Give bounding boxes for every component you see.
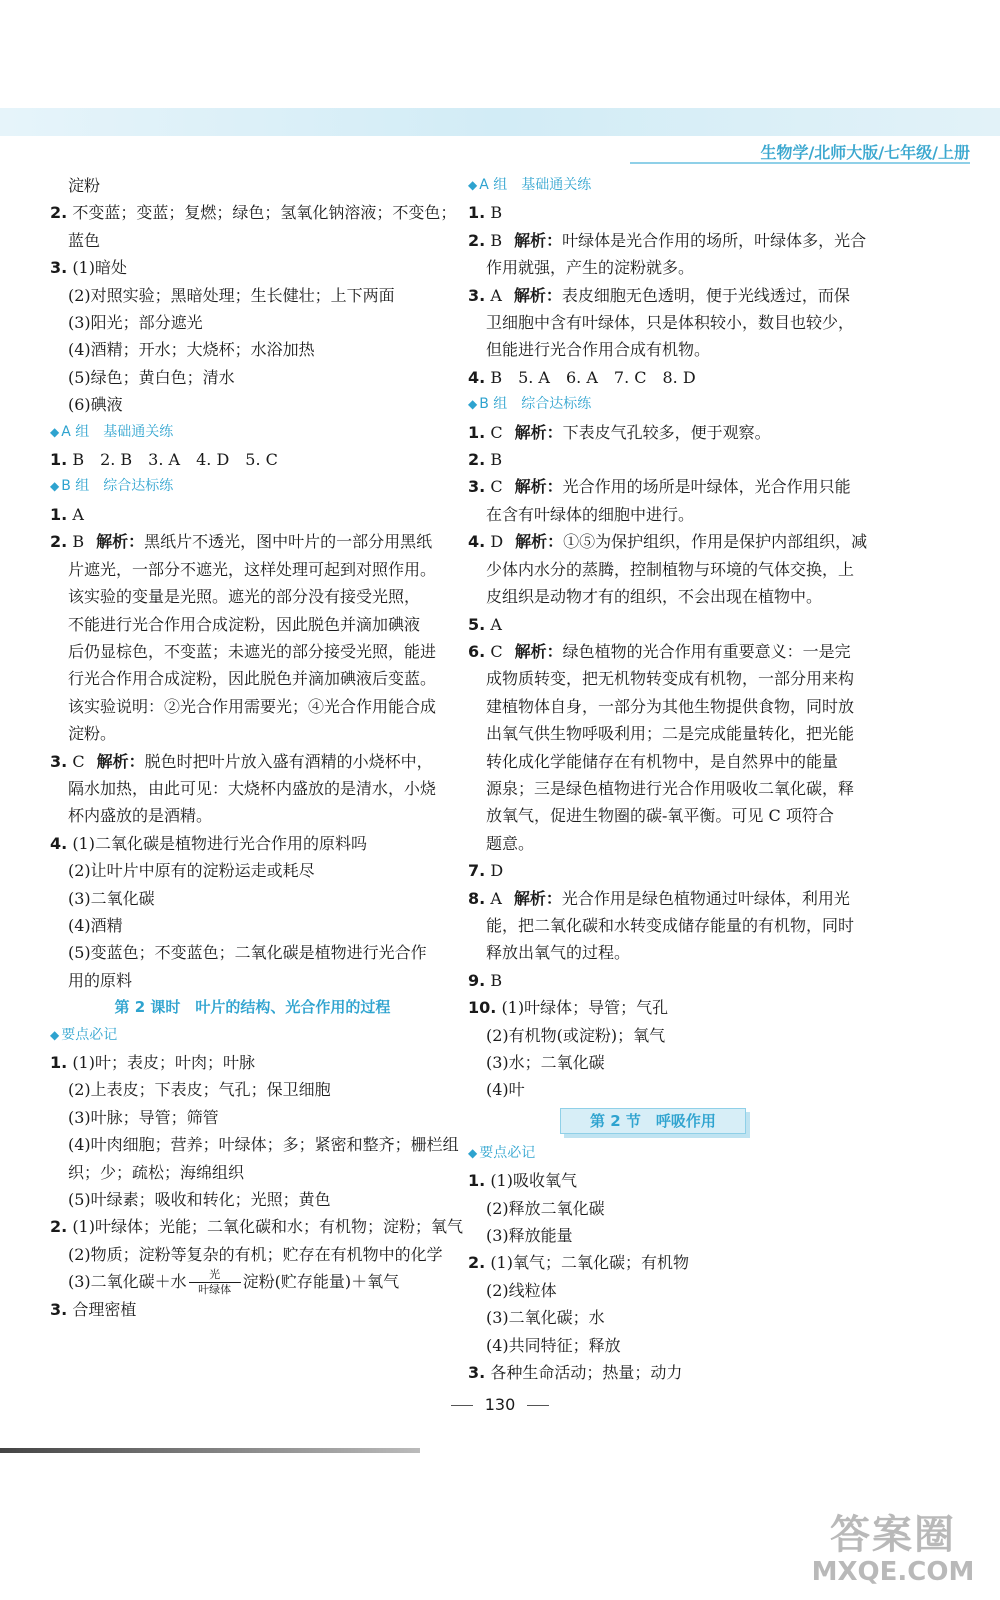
- answer-line: 在含有叶绿体的细胞中进行。: [486, 504, 695, 524]
- answer-line: 源泉；三是绿色植物进行光合作用吸收二氧化碳，释: [486, 778, 855, 798]
- book-title: 生物学/北师大版/七年级/上册: [760, 143, 970, 162]
- section-heading: [468, 391, 893, 418]
- answer-line: 少体内水分的蒸腾，控制植物与环境的气体交换，上: [486, 559, 855, 579]
- item-text: (1)吸收氧气: [490, 1171, 577, 1191]
- answer-line: 成物质转变，把无机物转变成有机物，一部分用来构: [486, 669, 855, 689]
- answer-line: 卫细胞中含有叶绿体，只是体积较小，数目也较少，: [486, 313, 855, 333]
- answer-line: (6)碘液: [68, 395, 123, 415]
- section-heading-text: B 组 综合达标练: [61, 478, 174, 495]
- answer-line: 片遮光，一部分不遮光，这样处理可起到对照作用。: [68, 559, 437, 579]
- item-text: 各种生命活动；热量；动力: [490, 1363, 683, 1383]
- answer-line: (5)叶绿素；吸收和转化；光照；黄色: [68, 1190, 331, 1210]
- answer-item: [50, 748, 455, 775]
- item-number: 4.: [468, 367, 486, 387]
- answer-line: 出氧气供生物呼吸利用；二是完成能量转化，把光能: [486, 724, 855, 744]
- watermark: [808, 1512, 978, 1586]
- item-text: C: [490, 641, 503, 661]
- analysis-label: 解析：: [514, 230, 563, 250]
- item-text: (1)叶绿体；光能；二氧化碳和水；有机物；淀粉；氧气: [72, 1217, 463, 1237]
- answer-item: [50, 446, 455, 473]
- answer-line: (3)阳光；部分遮光: [68, 313, 203, 333]
- equation-reactants: (3)二氧化碳＋水: [68, 1272, 187, 1292]
- item-text: B: [490, 230, 503, 250]
- arrow-condition-bottom: 叶绿体: [198, 1283, 232, 1297]
- answer-line: (2)线粒体: [486, 1280, 557, 1300]
- section-heading: [50, 419, 455, 446]
- item-text: (1)氧气；二氧化碳；有机物: [490, 1253, 689, 1273]
- answer-line: (3)二氧化碳；水: [486, 1308, 605, 1328]
- diamond-icon: ◆: [50, 424, 60, 439]
- item-text: 不变蓝；变蓝；复燃；绿色；氢氧化钠溶液；不变色；: [72, 203, 457, 223]
- item-text: (1)叶绿体；导管；气孔: [501, 998, 669, 1018]
- item-number: 2.: [50, 1217, 68, 1237]
- answer-item: [468, 967, 893, 994]
- answer-item: [50, 254, 455, 281]
- equation-line: [50, 1268, 455, 1296]
- header-band: [0, 108, 1000, 136]
- answer-line: (4)酒精；开水；大烧杯；水浴加热: [68, 340, 315, 360]
- item-text: B 2. B 3. A 4. D 5. C: [72, 450, 278, 470]
- analysis-text: 光合作用的场所是叶绿体，光合作用只能: [562, 477, 851, 497]
- section-heading: [468, 1140, 893, 1167]
- answer-item: [50, 1049, 455, 1076]
- item-text: A: [490, 888, 502, 908]
- footer-dash-left: [451, 1405, 473, 1406]
- answer-item: [468, 885, 893, 912]
- item-number: 5.: [468, 614, 486, 634]
- answer-item: [50, 528, 455, 555]
- item-text: D: [490, 861, 504, 881]
- analysis-text: 下表皮气孔较多，便于观察。: [562, 422, 771, 442]
- item-number: 2.: [468, 450, 486, 470]
- analysis-text: 叶绿体是光合作用的场所，叶绿体多，光合: [562, 230, 867, 250]
- item-number: 2.: [50, 532, 68, 552]
- item-text: B 5. A 6. A 7. C 8. D: [490, 367, 696, 387]
- answer-item: [468, 1167, 893, 1194]
- answer-line: 不能进行光合作用合成淀粉，因此脱色并滴加碘液: [68, 614, 421, 634]
- answer-line: (5)绿色；黄白色；清水: [68, 367, 235, 387]
- answer-line: (3)释放能量: [486, 1226, 573, 1246]
- answer-line: (4)共同特征；释放: [486, 1335, 621, 1355]
- answer-line: (3)水；二氧化碳: [486, 1053, 605, 1072]
- analysis-text: 绿色植物的光合作用有重要意义：一是完: [562, 641, 851, 661]
- item-text: A: [490, 285, 502, 305]
- diamond-icon: ◆: [50, 1027, 60, 1042]
- answer-line: 能，把二氧化碳和水转变成储存能量的有机物，同时: [486, 915, 855, 935]
- diamond-icon: ◆: [468, 397, 478, 412]
- page-number: 130: [484, 1395, 516, 1414]
- answer-line: (2)对照实验；黑暗处理；生长健壮；上下两面: [68, 285, 395, 305]
- analysis-label: 解析：: [513, 285, 562, 305]
- answer-line: 杯内盛放的是酒精。: [68, 806, 213, 826]
- watermark-logo: 答案圈: [830, 1512, 956, 1558]
- answer-line: 该实验的变量是光照。遮光的部分没有接受光照，: [68, 587, 421, 607]
- item-text: A: [72, 504, 84, 524]
- section-heading-text: 要点必记: [61, 1026, 118, 1043]
- item-number: 1.: [468, 422, 486, 442]
- item-text: B: [72, 532, 85, 552]
- answer-line: 后仍显棕色，不变蓝；未遮光的部分接受光照，能进: [68, 641, 437, 661]
- section-heading-text: B 组 综合达标练: [479, 396, 592, 413]
- item-text: B: [490, 970, 503, 990]
- answer-line: (2)释放二氧化碳: [486, 1198, 605, 1218]
- analysis-label: 解析：: [515, 532, 564, 552]
- analysis-label: 解析：: [96, 532, 145, 552]
- scan-shadow: [0, 1448, 420, 1453]
- answer-item: [50, 199, 455, 226]
- item-text: (1)二氧化碳是植物进行光合作用的原料吗: [72, 833, 367, 853]
- item-number: 4.: [468, 532, 486, 552]
- answer-line: 行光合作用合成淀粉，因此脱色并滴加碘液后变蓝。: [68, 669, 437, 689]
- item-text: 合理密植: [72, 1300, 137, 1320]
- answer-line: 蓝色: [68, 230, 101, 250]
- item-number: 2.: [468, 230, 486, 250]
- item-number: 1.: [50, 504, 68, 524]
- item-number: 3.: [468, 285, 486, 305]
- section-box-title: 第 2 节 呼吸作用: [560, 1108, 746, 1134]
- item-number: 2.: [468, 1253, 486, 1273]
- item-text: C: [490, 477, 503, 497]
- item-text: C: [72, 751, 85, 771]
- answer-item: [468, 528, 893, 555]
- analysis-text: ①⑤为保护组织，作用是保护内部组织，减: [563, 532, 868, 552]
- item-number: 7.: [468, 861, 486, 881]
- item-text: C: [490, 422, 503, 442]
- analysis-label: 解析：: [514, 477, 563, 497]
- answer-item: [468, 282, 893, 309]
- answer-line: (2)上表皮；下表皮；气孔；保卫细胞: [68, 1080, 331, 1100]
- answer-line: 但能进行光合作用合成有机物。: [486, 340, 711, 360]
- answer-item: [468, 611, 893, 638]
- footer-dash-right: [527, 1405, 549, 1406]
- answer-line: (5)变蓝色；不变蓝色；二氧化碳是植物进行光合作: [68, 943, 427, 963]
- answer-item: [50, 1213, 463, 1240]
- answer-line: (4)叶肉细胞；营养；叶绿体；多；紧密和整齐；栅栏组: [68, 1135, 459, 1155]
- answer-line: (2)让叶片中原有的淀粉运走或耗尽: [68, 861, 315, 881]
- item-number: 1.: [468, 1171, 486, 1191]
- item-text: D: [490, 532, 504, 552]
- answer-item: [468, 1359, 893, 1386]
- analysis-label: 解析：: [514, 422, 563, 442]
- answer-item: [468, 994, 893, 1021]
- answer-item: [468, 857, 893, 884]
- answer-line: (3)叶脉；导管；筛管: [68, 1107, 219, 1127]
- item-number: 8.: [468, 888, 486, 908]
- analysis-text: 表皮细胞无色透明，便于光线透过，而保: [561, 285, 850, 305]
- answer-line: 织；少；疏松；海绵组织: [68, 1162, 245, 1182]
- section-heading: [50, 473, 455, 500]
- reaction-arrow: [189, 1269, 241, 1296]
- answer-line: 用的原料: [68, 970, 133, 990]
- analysis-label: 解析：: [513, 888, 562, 908]
- page-number-footer: [0, 1395, 1000, 1414]
- section-heading-text: 要点必记: [479, 1144, 536, 1161]
- item-number: 1.: [50, 450, 68, 470]
- answer-line: 淀粉: [68, 176, 101, 195]
- item-number: 1.: [50, 1053, 68, 1072]
- answer-line: 淀粉。: [68, 724, 117, 744]
- section-heading: [468, 172, 893, 199]
- item-number: 9.: [468, 970, 486, 990]
- analysis-text: 光合作用是绿色植物通过叶绿体，利用光: [561, 888, 850, 908]
- diamond-icon: ◆: [468, 178, 478, 192]
- answer-line: 释放出氧气的过程。: [486, 943, 631, 963]
- item-text: B: [490, 450, 503, 470]
- answer-item: [468, 199, 893, 226]
- analysis-text: 脱色时把叶片放入盛有酒精的小烧杯中，: [144, 751, 433, 771]
- answer-item: [50, 1296, 455, 1323]
- item-text: A: [490, 614, 502, 634]
- diamond-icon: ◆: [50, 479, 60, 494]
- section-heading-text: A 组 基础通关练: [61, 423, 174, 440]
- item-text: B: [490, 203, 503, 223]
- item-number: 3.: [468, 1363, 486, 1383]
- answer-item: [50, 830, 455, 857]
- item-number: 1.: [468, 203, 486, 223]
- answer-line: 题意。: [486, 833, 535, 853]
- section-heading: [50, 1022, 455, 1049]
- answer-line: 皮组织是动物才有的组织，不会出现在植物中。: [486, 587, 823, 607]
- answer-line: 放氧气，促进生物圈的碳-氧平衡。可见 C 项符合: [486, 806, 834, 826]
- item-number: 2.: [50, 203, 68, 223]
- answer-line: 隔水加热，由此可见：大烧杯内盛放的是清水，小烧: [68, 778, 437, 798]
- answer-item: [50, 501, 455, 528]
- answer-item: [468, 227, 893, 254]
- item-text: (1)暗处: [72, 258, 127, 278]
- lesson-title: 第 2 课时 叶片的结构、光合作用的过程: [114, 998, 391, 1017]
- item-number: 3.: [50, 258, 68, 278]
- answer-line: 转化成化学能储存在有机物中，是自然界中的能量: [486, 751, 839, 771]
- analysis-label: 解析：: [514, 641, 563, 661]
- answer-line: (2)有机物(或淀粉)；氧气: [486, 1025, 666, 1045]
- item-number: 6.: [468, 641, 486, 661]
- answer-item: [468, 473, 893, 500]
- item-number: 10.: [468, 998, 497, 1018]
- answer-item: [468, 419, 893, 446]
- answer-item: [468, 446, 893, 473]
- item-number: 3.: [468, 477, 486, 497]
- right-column: [468, 172, 893, 1386]
- answer-line: (3)二氧化碳: [68, 888, 155, 908]
- answer-item: [468, 638, 893, 665]
- answer-item: [468, 1249, 893, 1276]
- item-number: 3.: [50, 1300, 68, 1320]
- equation-products: 淀粉(贮存能量)＋氧气: [242, 1272, 400, 1292]
- diamond-icon: ◆: [468, 1145, 478, 1160]
- header-rule: [630, 162, 970, 164]
- item-number: 3.: [50, 751, 68, 771]
- left-column: [50, 172, 463, 1324]
- analysis-label: 解析：: [96, 751, 145, 771]
- answer-line: (2)物质；淀粉等复杂的有机；贮存在有机物中的化学: [68, 1244, 443, 1264]
- answer-line: 作用就强，产生的淀粉就多。: [486, 258, 695, 278]
- answer-line: (4)叶: [486, 1080, 525, 1100]
- answer-line: 建植物体自身，一部分为其他生物提供食物，同时放: [486, 696, 855, 716]
- section-heading-text: A 组 基础通关练: [479, 177, 592, 193]
- answer-item: [468, 364, 893, 391]
- analysis-text: 黑纸片不透光，图中叶片的一部分用黑纸: [144, 532, 433, 552]
- answer-line: 该实验说明：②光合作用需要光；④光合作用能合成: [68, 696, 437, 716]
- answer-line: (4)酒精: [68, 915, 123, 935]
- watermark-url: MXQE.COM: [811, 1557, 975, 1587]
- arrow-condition-top: 光: [209, 1268, 221, 1282]
- item-number: 4.: [50, 833, 68, 853]
- item-text: (1)叶；表皮；叶肉；叶脉: [72, 1053, 255, 1072]
